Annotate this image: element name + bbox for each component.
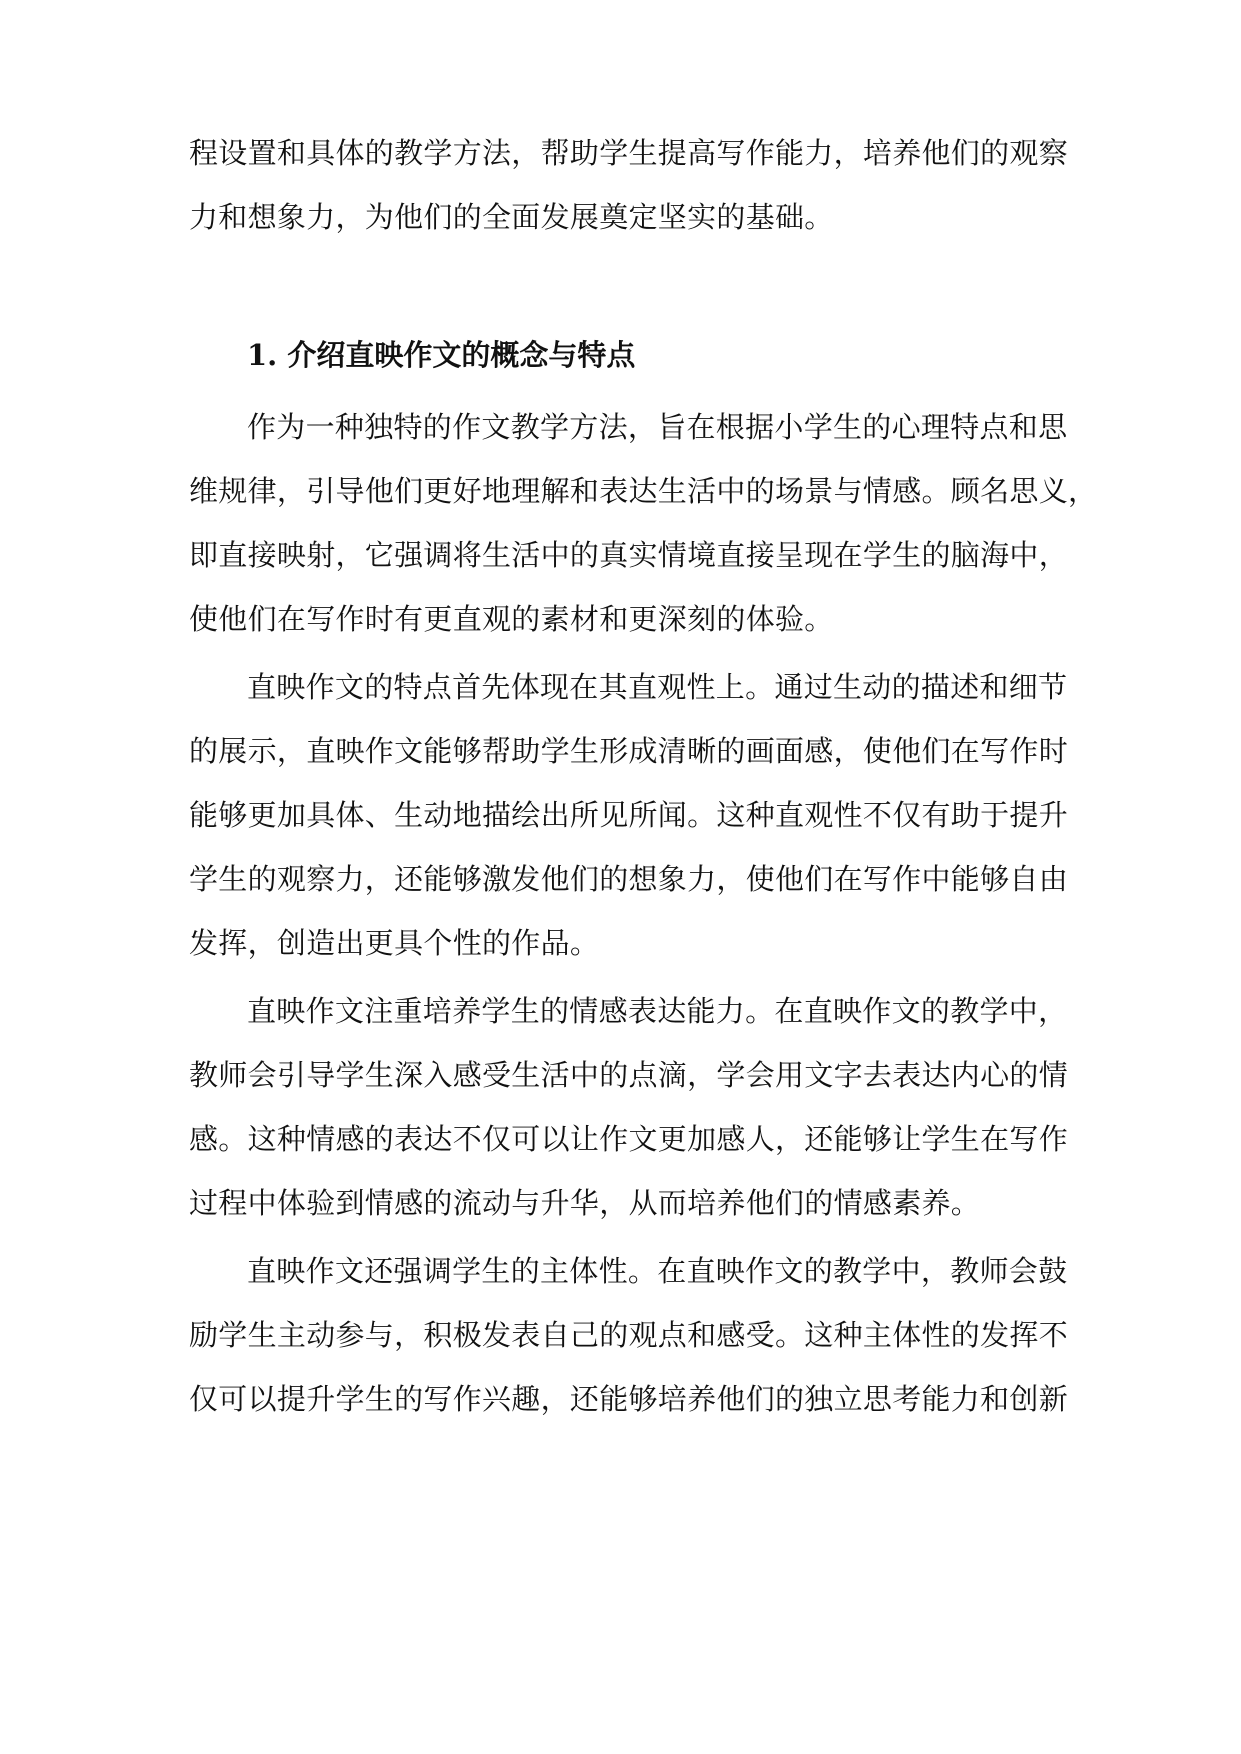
paragraph-1-line-4: 使他们在写作时有更直观的素材和更深刻的体验。 <box>189 602 834 636</box>
paragraph-3-line-2: 教师会引导学生深入感受生活中的点滴，学会用文字去表达内心的情 <box>189 1058 1069 1092</box>
paragraph-4-line-2: 励学生主动参与，积极发表自己的观点和感受。这种主体性的发挥不 <box>189 1318 1069 1352</box>
intro-line-2: 力和想象力，为他们的全面发展奠定坚实的基础。 <box>189 200 834 234</box>
paragraph-1-line-1: 作为一种独特的作文教学方法，旨在根据小学生的心理特点和思 <box>247 410 1068 444</box>
paragraph-1-line-2: 维规律，引导他们更好地理解和表达生活中的场景与情感。顾名思义， <box>189 474 1098 508</box>
paragraph-2-line-1: 直映作文的特点首先体现在其直观性上。通过生动的描述和细节 <box>247 670 1068 704</box>
paragraph-3-line-1: 直映作文注重培养学生的情感表达能力。在直映作文的教学中， <box>247 994 1068 1028</box>
paragraph-1-line-3: 即直接映射，它强调将生活中的真实情境直接呈现在学生的脑海中， <box>189 538 1069 572</box>
paragraph-2-line-5: 发挥，创造出更具个性的作品。 <box>189 926 600 960</box>
paragraph-4-line-3: 仅可以提升学生的写作兴趣，还能够培养他们的独立思考能力和创新 <box>189 1382 1069 1416</box>
intro-line-1: 程设置和具体的教学方法，帮助学生提高写作能力，培养他们的观察 <box>189 136 1069 170</box>
section-heading: 1. 介绍直映作文的概念与特点 <box>247 338 636 372</box>
paragraph-4-line-1: 直映作文还强调学生的主体性。在直映作文的教学中，教师会鼓 <box>247 1254 1068 1288</box>
paragraph-3-line-4: 过程中体验到情感的流动与升华，从而培养他们的情感素养。 <box>189 1186 981 1220</box>
paragraph-2-line-3: 能够更加具体、生动地描绘出所见所闻。这种直观性不仅有助于提升 <box>189 798 1069 832</box>
paragraph-2-line-2: 的展示，直映作文能够帮助学生形成清晰的画面感，使他们在写作时 <box>189 734 1069 768</box>
paragraph-3-line-3: 感。这种情感的表达不仅可以让作文更加感人，还能够让学生在写作 <box>189 1122 1069 1156</box>
paragraph-2-line-4: 学生的观察力，还能够激发他们的想象力，使他们在写作中能够自由 <box>189 862 1069 896</box>
